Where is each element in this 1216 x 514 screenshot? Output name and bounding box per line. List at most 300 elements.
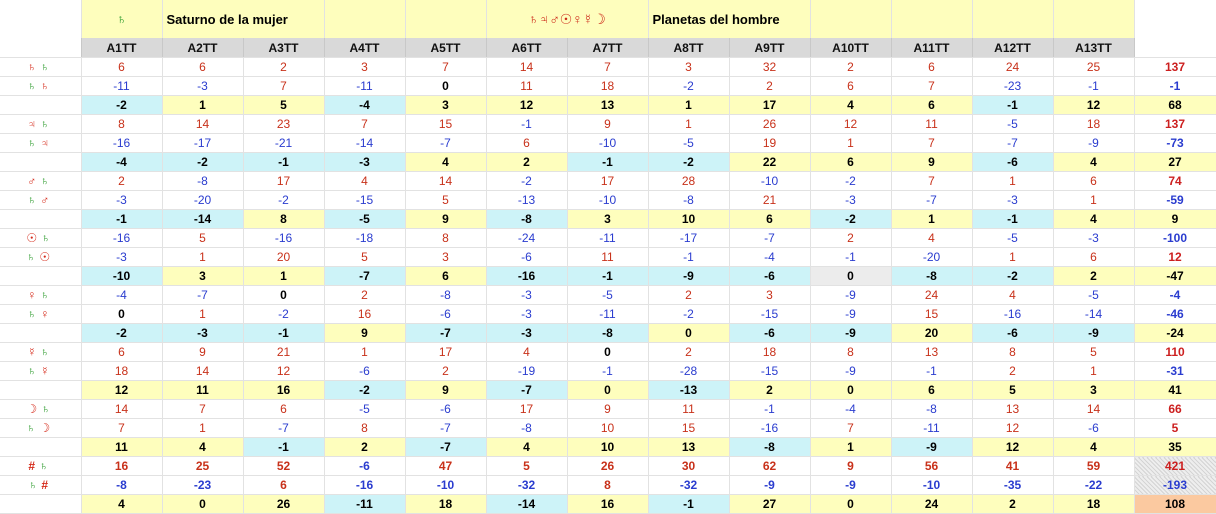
value-cell[interactable]: -17 [162, 134, 243, 153]
difference-cell[interactable]: 3 [1053, 381, 1134, 400]
difference-cell[interactable]: 6 [891, 381, 972, 400]
difference-cell[interactable]: 6 [810, 153, 891, 172]
difference-cell[interactable]: -8 [567, 324, 648, 343]
value-cell[interactable]: 11 [648, 400, 729, 419]
value-cell[interactable]: -9 [810, 305, 891, 324]
value-cell[interactable]: 6 [243, 400, 324, 419]
difference-cell[interactable]: -4 [324, 96, 405, 115]
value-cell[interactable]: -6 [1053, 419, 1134, 438]
value-cell[interactable]: 14 [486, 58, 567, 77]
difference-cell[interactable]: -1 [81, 210, 162, 229]
value-cell[interactable]: 2 [648, 286, 729, 305]
difference-cell[interactable]: -14 [486, 495, 567, 514]
value-cell[interactable]: -16 [81, 134, 162, 153]
difference-cell[interactable]: 20 [891, 324, 972, 343]
difference-cell[interactable]: -9 [891, 438, 972, 457]
aspect-symbol-cell[interactable] [0, 172, 81, 191]
value-cell[interactable]: 11 [567, 248, 648, 267]
value-cell[interactable]: 8 [81, 115, 162, 134]
difference-cell[interactable]: 10 [567, 438, 648, 457]
title-cell-empty[interactable] [972, 0, 1053, 38]
difference-cell[interactable]: -1 [567, 267, 648, 286]
value-cell[interactable]: -7 [405, 419, 486, 438]
column-header-a12tt[interactable]: A12TT [972, 38, 1053, 58]
value-cell[interactable]: -10 [891, 476, 972, 495]
value-cell[interactable]: 2 [81, 172, 162, 191]
value-cell[interactable]: 19 [729, 134, 810, 153]
value-cell[interactable]: -9 [729, 476, 810, 495]
difference-cell[interactable]: -10 [81, 267, 162, 286]
value-cell[interactable]: -9 [1053, 134, 1134, 153]
difference-cell[interactable]: 4 [162, 438, 243, 457]
value-cell[interactable]: 12 [972, 419, 1053, 438]
value-cell[interactable]: 1 [972, 248, 1053, 267]
value-cell[interactable]: -10 [567, 134, 648, 153]
value-cell[interactable]: 32 [729, 58, 810, 77]
difference-cell[interactable]: -9 [810, 324, 891, 343]
difference-cell[interactable]: 6 [729, 210, 810, 229]
value-cell[interactable]: 14 [81, 400, 162, 419]
value-cell[interactable]: -2 [243, 191, 324, 210]
value-cell[interactable]: 3 [324, 58, 405, 77]
column-header-a10tt[interactable]: A10TT [810, 38, 891, 58]
value-cell[interactable]: -4 [810, 400, 891, 419]
value-cell[interactable]: -3 [1053, 229, 1134, 248]
value-cell[interactable]: 62 [729, 457, 810, 476]
value-cell[interactable]: -6 [405, 305, 486, 324]
value-cell[interactable]: 0 [567, 343, 648, 362]
value-cell[interactable]: 2 [729, 77, 810, 96]
value-cell[interactable]: 25 [162, 457, 243, 476]
difference-cell[interactable]: 1 [891, 210, 972, 229]
aspect-symbol-cell[interactable] [0, 419, 81, 438]
value-cell[interactable]: -8 [405, 286, 486, 305]
value-cell[interactable]: 26 [567, 457, 648, 476]
difference-cell[interactable]: 18 [1053, 495, 1134, 514]
value-cell[interactable]: 4 [486, 343, 567, 362]
difference-cell[interactable]: -7 [405, 438, 486, 457]
aspect-symbol-cell[interactable] [0, 476, 81, 495]
value-cell[interactable]: -5 [972, 115, 1053, 134]
value-cell[interactable]: 17 [243, 172, 324, 191]
value-cell[interactable]: 16 [81, 457, 162, 476]
value-cell[interactable]: -5 [324, 400, 405, 419]
value-cell[interactable]: -1 [810, 248, 891, 267]
value-cell[interactable]: 9 [810, 457, 891, 476]
value-cell[interactable]: -8 [648, 191, 729, 210]
value-cell[interactable]: 15 [405, 115, 486, 134]
value-cell[interactable]: -16 [972, 305, 1053, 324]
row-total-cell[interactable]: -46 [1134, 305, 1216, 324]
value-cell[interactable]: -5 [648, 134, 729, 153]
difference-cell[interactable]: 0 [810, 495, 891, 514]
value-cell[interactable]: 7 [405, 58, 486, 77]
difference-cell[interactable]: 2 [486, 153, 567, 172]
value-cell[interactable]: -14 [324, 134, 405, 153]
difference-cell[interactable]: 11 [81, 438, 162, 457]
value-cell[interactable]: -13 [486, 191, 567, 210]
aspect-symbol-cell[interactable] [0, 248, 81, 267]
value-cell[interactable]: 13 [891, 343, 972, 362]
difference-cell[interactable]: 1 [648, 96, 729, 115]
difference-total-cell[interactable]: 41 [1134, 381, 1216, 400]
difference-cell[interactable]: 3 [162, 267, 243, 286]
value-cell[interactable]: -17 [648, 229, 729, 248]
value-cell[interactable]: -7 [891, 191, 972, 210]
row-total-cell[interactable]: -59 [1134, 191, 1216, 210]
value-cell[interactable]: 8 [324, 419, 405, 438]
row-total-cell[interactable]: -4 [1134, 286, 1216, 305]
value-cell[interactable]: 15 [648, 419, 729, 438]
value-cell[interactable]: -9 [810, 476, 891, 495]
value-cell[interactable]: -14 [1053, 305, 1134, 324]
woman-saturn-symbol[interactable]: ♄ [81, 0, 162, 38]
value-cell[interactable]: 21 [729, 191, 810, 210]
value-cell[interactable]: -3 [81, 248, 162, 267]
difference-cell[interactable]: 3 [405, 96, 486, 115]
difference-label-cell[interactable] [0, 96, 81, 115]
row-total-cell[interactable]: -193 [1134, 476, 1216, 495]
value-cell[interactable]: 30 [648, 457, 729, 476]
column-header-a2tt[interactable]: A2TT [162, 38, 243, 58]
value-cell[interactable]: 6 [891, 58, 972, 77]
difference-cell[interactable]: 11 [162, 381, 243, 400]
value-cell[interactable]: 2 [243, 58, 324, 77]
value-cell[interactable]: 13 [972, 400, 1053, 419]
difference-cell[interactable]: 6 [405, 267, 486, 286]
difference-cell[interactable]: 24 [891, 495, 972, 514]
row-total-cell[interactable]: 137 [1134, 115, 1216, 134]
difference-total-cell[interactable]: -47 [1134, 267, 1216, 286]
column-header-a7tt[interactable]: A7TT [567, 38, 648, 58]
value-cell[interactable]: 24 [891, 286, 972, 305]
value-cell[interactable]: -3 [81, 191, 162, 210]
difference-total-cell[interactable]: 35 [1134, 438, 1216, 457]
value-cell[interactable]: -20 [891, 248, 972, 267]
difference-cell[interactable]: 6 [891, 96, 972, 115]
difference-cell[interactable]: -11 [324, 495, 405, 514]
value-cell[interactable]: 14 [1053, 400, 1134, 419]
value-cell[interactable]: -7 [405, 134, 486, 153]
value-cell[interactable]: 7 [162, 400, 243, 419]
difference-label-cell[interactable] [0, 381, 81, 400]
man-planets-symbols[interactable]: ♄♃♂☉♀☿☽ [486, 0, 648, 38]
difference-label-cell[interactable] [0, 153, 81, 172]
man-title-label[interactable]: Planetas del hombre [648, 0, 810, 38]
value-cell[interactable]: 7 [891, 134, 972, 153]
difference-cell[interactable]: 4 [81, 495, 162, 514]
value-cell[interactable]: 52 [243, 457, 324, 476]
column-header-a8tt[interactable]: A8TT [648, 38, 729, 58]
value-cell[interactable]: 26 [729, 115, 810, 134]
value-cell[interactable]: -3 [486, 286, 567, 305]
value-cell[interactable]: -3 [972, 191, 1053, 210]
value-cell[interactable]: -32 [648, 476, 729, 495]
value-cell[interactable]: 6 [1053, 172, 1134, 191]
column-header-a6tt[interactable]: A6TT [486, 38, 567, 58]
difference-cell[interactable]: -8 [729, 438, 810, 457]
difference-cell[interactable]: -1 [648, 495, 729, 514]
value-cell[interactable]: -1 [729, 400, 810, 419]
value-cell[interactable]: -19 [486, 362, 567, 381]
row-total-cell[interactable]: 74 [1134, 172, 1216, 191]
value-cell[interactable]: -2 [648, 77, 729, 96]
value-cell[interactable]: 2 [648, 343, 729, 362]
value-cell[interactable]: 5 [405, 191, 486, 210]
value-cell[interactable]: -3 [486, 305, 567, 324]
difference-cell[interactable]: 12 [1053, 96, 1134, 115]
value-cell[interactable]: -20 [162, 191, 243, 210]
value-cell[interactable]: -15 [324, 191, 405, 210]
aspect-symbol-cell[interactable] [0, 343, 81, 362]
value-cell[interactable]: 7 [891, 172, 972, 191]
value-cell[interactable]: -7 [243, 419, 324, 438]
value-cell[interactable]: -3 [810, 191, 891, 210]
difference-cell[interactable]: 0 [567, 381, 648, 400]
value-cell[interactable]: -11 [891, 419, 972, 438]
value-cell[interactable]: -22 [1053, 476, 1134, 495]
difference-cell[interactable]: 2 [972, 495, 1053, 514]
difference-cell[interactable]: -3 [486, 324, 567, 343]
difference-cell[interactable]: -8 [891, 267, 972, 286]
value-cell[interactable]: 18 [1053, 115, 1134, 134]
difference-cell[interactable]: 13 [567, 96, 648, 115]
difference-cell[interactable]: -3 [324, 153, 405, 172]
value-cell[interactable]: -5 [972, 229, 1053, 248]
difference-cell[interactable]: 3 [567, 210, 648, 229]
column-header-a9tt[interactable]: A9TT [729, 38, 810, 58]
difference-cell[interactable]: 0 [810, 267, 891, 286]
value-cell[interactable]: -11 [567, 229, 648, 248]
value-cell[interactable]: 2 [810, 229, 891, 248]
value-cell[interactable]: 9 [567, 115, 648, 134]
title-cell-empty[interactable] [891, 0, 972, 38]
value-cell[interactable]: 0 [243, 286, 324, 305]
difference-cell[interactable]: 10 [648, 210, 729, 229]
value-cell[interactable]: 8 [810, 343, 891, 362]
value-cell[interactable]: 56 [891, 457, 972, 476]
value-cell[interactable]: 5 [1053, 343, 1134, 362]
value-cell[interactable]: 3 [405, 248, 486, 267]
column-header-a1tt[interactable]: A1TT [81, 38, 162, 58]
difference-cell[interactable]: 4 [810, 96, 891, 115]
value-cell[interactable]: 7 [324, 115, 405, 134]
value-cell[interactable]: 59 [1053, 457, 1134, 476]
value-cell[interactable]: -2 [810, 172, 891, 191]
value-cell[interactable]: 17 [405, 343, 486, 362]
value-cell[interactable]: -15 [729, 362, 810, 381]
difference-cell[interactable]: -8 [486, 210, 567, 229]
difference-cell[interactable]: -5 [324, 210, 405, 229]
value-cell[interactable]: -10 [405, 476, 486, 495]
value-cell[interactable]: 20 [243, 248, 324, 267]
aspect-symbol-cell[interactable] [0, 362, 81, 381]
difference-cell[interactable]: 5 [972, 381, 1053, 400]
value-cell[interactable]: 6 [810, 77, 891, 96]
difference-cell[interactable]: 9 [405, 381, 486, 400]
value-cell[interactable]: 7 [81, 419, 162, 438]
value-cell[interactable]: 2 [405, 362, 486, 381]
value-cell[interactable]: 2 [972, 362, 1053, 381]
value-cell[interactable]: -6 [405, 400, 486, 419]
difference-cell[interactable]: -2 [972, 267, 1053, 286]
value-cell[interactable]: 0 [81, 305, 162, 324]
row-total-cell[interactable]: 5 [1134, 419, 1216, 438]
value-cell[interactable]: -8 [162, 172, 243, 191]
difference-cell[interactable]: 4 [405, 153, 486, 172]
value-cell[interactable]: 8 [972, 343, 1053, 362]
value-cell[interactable]: 6 [1053, 248, 1134, 267]
difference-cell[interactable]: 27 [729, 495, 810, 514]
value-cell[interactable]: -3 [162, 77, 243, 96]
value-cell[interactable]: -2 [648, 305, 729, 324]
difference-cell[interactable]: 5 [243, 96, 324, 115]
value-cell[interactable]: 7 [810, 419, 891, 438]
value-cell[interactable]: -5 [567, 286, 648, 305]
value-cell[interactable]: -10 [567, 191, 648, 210]
value-cell[interactable]: 5 [486, 457, 567, 476]
column-header-a13tt[interactable]: A13TT [1053, 38, 1134, 58]
value-cell[interactable]: 24 [972, 58, 1053, 77]
difference-total-cell[interactable]: 27 [1134, 153, 1216, 172]
column-header-a5tt[interactable]: A5TT [405, 38, 486, 58]
value-cell[interactable]: 23 [243, 115, 324, 134]
difference-cell[interactable]: 4 [1053, 438, 1134, 457]
value-cell[interactable]: -16 [243, 229, 324, 248]
value-cell[interactable]: 4 [972, 286, 1053, 305]
row-total-cell[interactable]: -31 [1134, 362, 1216, 381]
corner-cell[interactable] [0, 0, 81, 38]
value-cell[interactable]: 1 [1053, 362, 1134, 381]
value-cell[interactable]: 14 [162, 115, 243, 134]
value-cell[interactable]: 9 [162, 343, 243, 362]
value-cell[interactable]: -21 [243, 134, 324, 153]
difference-cell[interactable]: -6 [729, 324, 810, 343]
aspect-symbol-cell[interactable] [0, 400, 81, 419]
value-cell[interactable]: 1 [324, 343, 405, 362]
difference-cell[interactable]: 2 [729, 381, 810, 400]
aspect-symbol-cell[interactable] [0, 305, 81, 324]
row-total-cell[interactable]: 137 [1134, 58, 1216, 77]
column-header-a11tt[interactable]: A11TT [891, 38, 972, 58]
value-cell[interactable]: -11 [324, 77, 405, 96]
value-cell[interactable]: 3 [729, 286, 810, 305]
difference-cell[interactable]: -1 [972, 210, 1053, 229]
value-cell[interactable]: -2 [486, 172, 567, 191]
difference-label-cell[interactable] [0, 324, 81, 343]
value-cell[interactable]: -16 [324, 476, 405, 495]
difference-cell[interactable]: 12 [81, 381, 162, 400]
aspect-symbol-cell[interactable] [0, 457, 81, 476]
aspect-symbol-cell[interactable] [0, 77, 81, 96]
difference-label-cell[interactable] [0, 267, 81, 286]
difference-cell[interactable]: -2 [81, 96, 162, 115]
difference-cell[interactable]: 12 [972, 438, 1053, 457]
value-cell[interactable]: 25 [1053, 58, 1134, 77]
difference-label-cell[interactable] [0, 495, 81, 514]
value-cell[interactable]: -2 [243, 305, 324, 324]
difference-cell[interactable]: 0 [162, 495, 243, 514]
row-total-cell[interactable]: 110 [1134, 343, 1216, 362]
value-cell[interactable]: 18 [81, 362, 162, 381]
row-total-cell[interactable]: -100 [1134, 229, 1216, 248]
value-cell[interactable]: -11 [567, 305, 648, 324]
value-cell[interactable]: 1 [162, 419, 243, 438]
difference-cell[interactable]: 2 [1053, 267, 1134, 286]
difference-cell[interactable]: 9 [891, 153, 972, 172]
difference-cell[interactable]: 0 [648, 324, 729, 343]
title-cell-empty[interactable] [1134, 0, 1216, 38]
value-cell[interactable]: -28 [648, 362, 729, 381]
value-cell[interactable]: 41 [972, 457, 1053, 476]
value-cell[interactable]: -7 [972, 134, 1053, 153]
difference-cell[interactable]: -6 [729, 267, 810, 286]
value-cell[interactable]: -23 [972, 77, 1053, 96]
difference-cell[interactable]: 8 [243, 210, 324, 229]
difference-cell[interactable]: -6 [972, 324, 1053, 343]
difference-total-cell[interactable]: 9 [1134, 210, 1216, 229]
value-cell[interactable]: -1 [648, 248, 729, 267]
difference-cell[interactable]: 22 [729, 153, 810, 172]
title-cell-empty[interactable] [324, 0, 405, 38]
aspect-symbol-cell[interactable] [0, 229, 81, 248]
title-cell-empty[interactable] [1053, 0, 1134, 38]
difference-cell[interactable]: -6 [972, 153, 1053, 172]
header-corner-cell[interactable] [0, 38, 81, 58]
value-cell[interactable]: 5 [162, 229, 243, 248]
difference-total-cell[interactable]: 68 [1134, 96, 1216, 115]
value-cell[interactable]: -1 [486, 115, 567, 134]
value-cell[interactable]: -10 [729, 172, 810, 191]
difference-cell[interactable]: 16 [567, 495, 648, 514]
difference-cell[interactable]: -9 [648, 267, 729, 286]
value-cell[interactable]: 7 [891, 77, 972, 96]
difference-cell[interactable]: -2 [81, 324, 162, 343]
row-total-cell[interactable]: 12 [1134, 248, 1216, 267]
value-cell[interactable]: 14 [405, 172, 486, 191]
value-cell[interactable]: -6 [324, 362, 405, 381]
value-cell[interactable]: 7 [567, 58, 648, 77]
value-cell[interactable]: -8 [486, 419, 567, 438]
value-cell[interactable]: -7 [729, 229, 810, 248]
value-cell[interactable]: 21 [243, 343, 324, 362]
value-cell[interactable]: 8 [405, 229, 486, 248]
value-cell[interactable]: 6 [162, 58, 243, 77]
aspect-symbol-cell[interactable] [0, 134, 81, 153]
value-cell[interactable]: -15 [729, 305, 810, 324]
value-cell[interactable]: -16 [81, 229, 162, 248]
value-cell[interactable]: 28 [648, 172, 729, 191]
difference-cell[interactable]: -1 [243, 438, 324, 457]
value-cell[interactable]: 7 [243, 77, 324, 96]
difference-total-cell[interactable]: -24 [1134, 324, 1216, 343]
difference-cell[interactable]: -4 [81, 153, 162, 172]
value-cell[interactable]: -5 [1053, 286, 1134, 305]
value-cell[interactable]: 47 [405, 457, 486, 476]
value-cell[interactable]: 6 [243, 476, 324, 495]
value-cell[interactable]: -7 [162, 286, 243, 305]
value-cell[interactable]: 18 [567, 77, 648, 96]
aspect-symbol-cell[interactable] [0, 286, 81, 305]
difference-cell[interactable]: 4 [486, 438, 567, 457]
value-cell[interactable]: 6 [486, 134, 567, 153]
value-cell[interactable]: 17 [567, 172, 648, 191]
value-cell[interactable]: -8 [891, 400, 972, 419]
difference-cell[interactable]: -7 [405, 324, 486, 343]
value-cell[interactable]: 1 [162, 305, 243, 324]
value-cell[interactable]: 10 [567, 419, 648, 438]
difference-cell[interactable]: 1 [162, 96, 243, 115]
